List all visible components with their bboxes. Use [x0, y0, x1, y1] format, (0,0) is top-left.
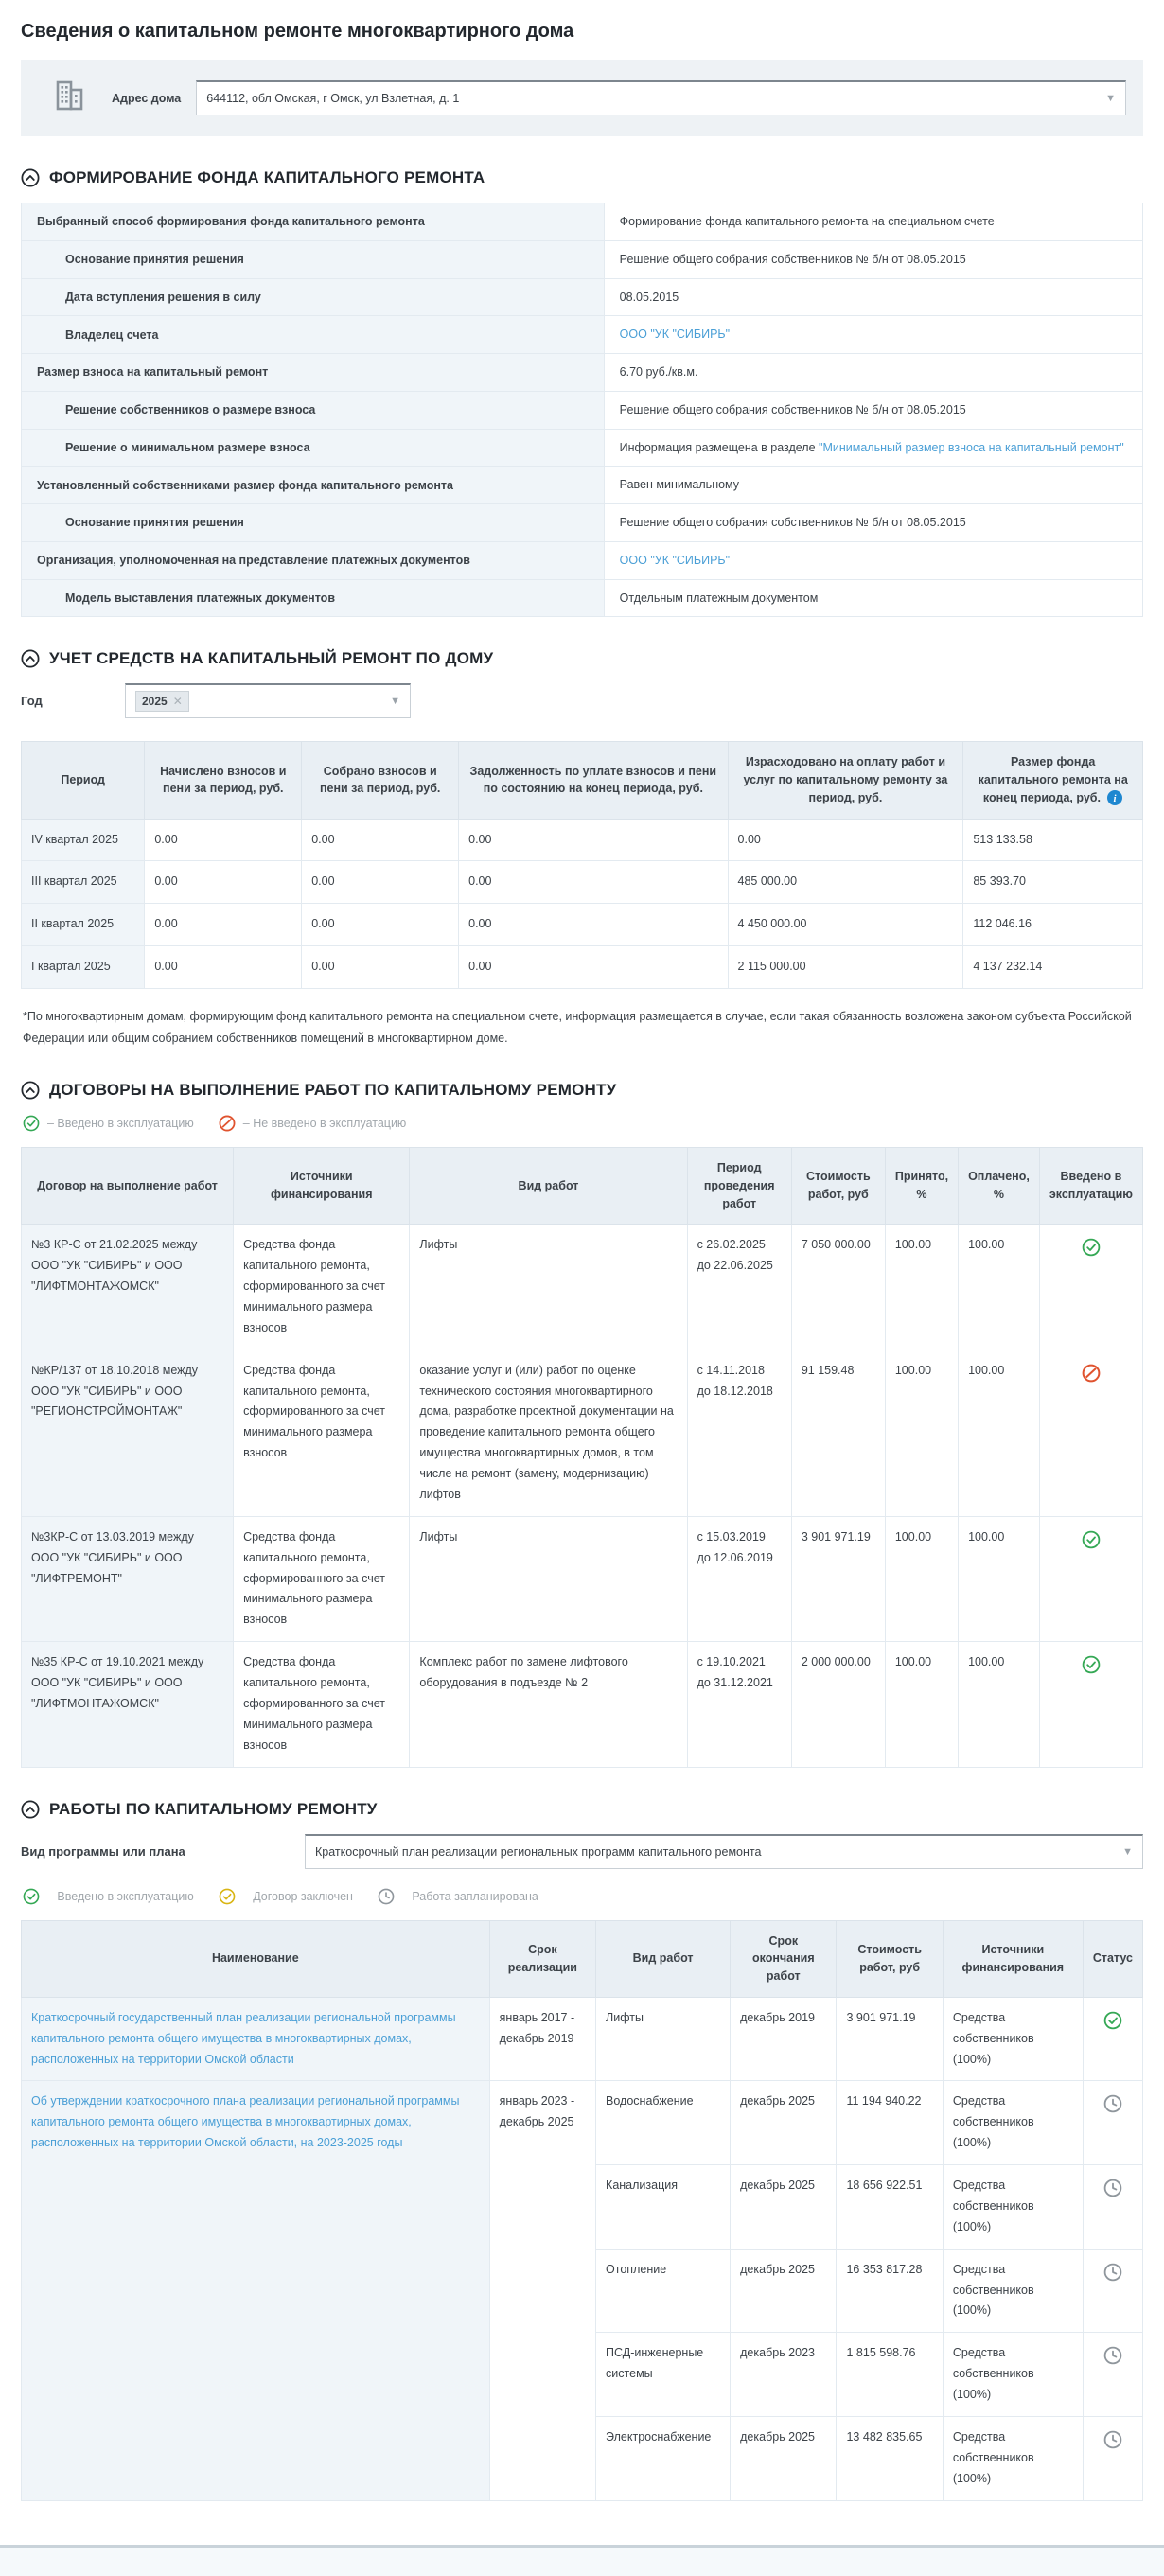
planned-icon [1103, 2094, 1122, 2113]
plan-link[interactable]: Краткосрочный государственный план реализации региональной программы капитального ремонта общего имущества в многоквартирных домах, расположенных на территории Омской области [31, 2010, 456, 2066]
table-row: I квартал 2025 0.00 0.00 0.00 2 115 000.00 4 137 232.14 [22, 946, 1143, 989]
contracts-legend [23, 1115, 1143, 1132]
table-header-row [22, 742, 1143, 819]
row-value: Информация размещена в разделе [619, 440, 816, 454]
table-row: Электроснабжение декабрь 2025 13 482 835.65 Средства собственников (100%) [22, 2416, 1143, 2500]
table-row: Отопление декабрь 2025 16 353 817.28 Средства собственников (100%) [22, 2249, 1143, 2333]
table-row [22, 580, 1142, 617]
col-fund-size: Размер фонда капитального ремонта на конец периода, руб. i [963, 742, 1143, 819]
table-row: Канализация декабрь 2025 18 656 922.51 Средства собственников (100%) [22, 2165, 1143, 2250]
section-fund-accounting [21, 649, 1143, 1049]
section-fund-formation [21, 168, 1143, 617]
address-label: Адрес дома [112, 91, 182, 105]
chevron-down-icon: ▼ [390, 696, 400, 708]
col-collected: Собрано взносов и пени за период, руб. [302, 742, 459, 819]
works-legend [23, 1888, 1143, 1905]
fund-formation-table [21, 203, 1143, 617]
info-icon[interactable] [1107, 790, 1122, 805]
planned-icon [1103, 2346, 1122, 2365]
table-row [22, 316, 1142, 354]
planned-icon [378, 1888, 395, 1905]
legend-label: – Введено в эксплуатацию [47, 1117, 194, 1130]
contracted-icon [219, 1888, 236, 1905]
collapse-icon[interactable] [21, 1081, 40, 1100]
collapse-icon[interactable] [21, 1800, 40, 1819]
planned-icon [1103, 2263, 1122, 2282]
row-label: Модель выставления платежных документов [22, 580, 605, 617]
row-label: Дата вступления решения в силу [22, 279, 605, 316]
min-contribution-link[interactable]: "Минимальный размер взноса на капитальный ремонт" [819, 440, 1124, 454]
account-owner-link[interactable]: ООО "УК "СИБИРЬ" [619, 327, 731, 342]
table-row [22, 430, 1142, 468]
table-row: №35 КР-С от 19.10.2021 между ООО "УК "СИБИРЬ" и ООО "ЛИФТМОНТАЖОМСК" Средства фонда капитального ремонта, сформированного за счет минимального размера взносов Комплекс работ по замене лифтового оборудования в подъезде № 2 с 19.10.2021 до 31.12.2021 2 000 000.00 100.00 100.00 [22, 1642, 1143, 1767]
table-row [22, 241, 1142, 279]
not-commissioned-icon [1082, 1364, 1101, 1383]
fund-accounting-table [21, 741, 1143, 989]
table-header-row: Наименование Срок реализации Вид работ Срок окончания работ Стоимость работ, руб Источники финансирования Статус [22, 1920, 1143, 1997]
row-value: Решение общего собрания собственников № б/н от 08.05.2015 [619, 402, 966, 416]
table-row [22, 542, 1142, 580]
row-value: Отдельным платежным документом [619, 591, 819, 605]
row-label: Выбранный способ формирования фонда капитального ремонта [22, 203, 605, 240]
section-title: УЧЕТ СРЕДСТВ НА КАПИТАЛЬНЫЙ РЕМОНТ ПО ДОМУ [49, 649, 494, 668]
remove-year-icon[interactable]: ✕ [172, 695, 183, 709]
row-label: Владелец счета [22, 316, 605, 353]
payment-org-link[interactable]: ООО "УК "СИБИРЬ" [619, 553, 731, 567]
col-period: Период [22, 742, 145, 819]
collapse-icon[interactable] [21, 649, 40, 668]
chevron-down-icon: ▼ [1122, 1845, 1133, 1858]
row-value: Решение общего собрания собственников № б/н от 08.05.2015 [619, 516, 966, 529]
program-type-select[interactable] [305, 1834, 1143, 1869]
table-row [22, 504, 1142, 542]
table-row: II квартал 2025 0.00 0.00 0.00 4 450 000.00 112 046.16 [22, 904, 1143, 946]
table-row [22, 467, 1142, 504]
row-label: Решение собственников о размере взноса [22, 392, 605, 429]
table-row: Об утверждении краткосрочного плана реализации региональной программы капитального ремонта общего имущества в многоквартирных домах, расположенных на территории Омской области, на 2023-2025 годы январь 2023 - декабрь 2025 Водоснабжение декабрь 2025 11 194 940.22 Средства собственников (100%) [22, 2081, 1143, 2165]
col-accrued: Начислено взносов и пени за период, руб. [145, 742, 302, 819]
table-row: №КР/137 от 18.10.2018 между ООО "УК "СИБИРЬ" и ООО "РЕГИОНСТРОЙМОНТАЖ" Средства фонда капитального ремонта, сформированного за счет минимального размера взносов оказание услуг и (или) работ по оценке технического состояния многоквартирного дома, разработке проектной документации на проведение капитального ремонта общего имущества многоквартирных домов, в том числе на ремонт (замену, модернизацию) лифтов с 14.11.2018 до 18.12.2018 91 159.48 100.00 100.00 [22, 1350, 1143, 1516]
row-label: Решение о минимальном размере взноса [22, 430, 605, 467]
program-type-value: Краткосрочный план реализации региональных программ капитального ремонта [315, 1844, 762, 1859]
building-icon [51, 79, 87, 117]
table-row: №3 КР-С от 21.02.2025 между ООО "УК "СИБИРЬ" и ООО "ЛИФТМОНТАЖОМСК" Средства фонда капитального ремонта, сформированного за счет минимального размера взносов Лифты с 26.02.2025 до 22.06.2025 7 050 000.00 100.00 100.00 [22, 1225, 1143, 1350]
contracts-table [21, 1147, 1143, 1768]
legend-label: – Работа запланирована [401, 1889, 538, 1903]
plan-link[interactable]: Об утверждении краткосрочного плана реализации региональной программы капитального ремонта общего имущества в многоквартирных домах, расположенных на территории Омской области, на 2023-2025 годы [31, 2094, 460, 2150]
planned-icon [1103, 2179, 1122, 2197]
table-row: III квартал 2025 0.00 0.00 0.00 485 000.00 85 393.70 [22, 861, 1143, 904]
table-row [22, 392, 1142, 430]
row-label: Основание принятия решения [22, 504, 605, 541]
svg-text:i: i [1113, 792, 1118, 804]
table-row: №3КР-С от 13.03.2019 между ООО "УК "СИБИРЬ" и ООО "ЛИФТРЕМОНТ" Средства фонда капитального ремонта, сформированного за счет минимального размера взносов Лифты с 15.03.2019 до 12.06.2019 3 901 971.19 100.00 100.00 [22, 1516, 1143, 1641]
commissioned-icon [23, 1115, 40, 1132]
table-row [22, 279, 1142, 317]
table-row: Краткосрочный государственный план реализации региональной программы капитального ремонта общего имущества в многоквартирных домах, расположенных на территории Омской области январь 2017 - декабрь 2019 Лифты декабрь 2019 3 901 971.19 Средства собственников (100%) [22, 1997, 1143, 2081]
address-select[interactable] [196, 80, 1126, 115]
section-title: ДОГОВОРЫ НА ВЫПОЛНЕНИЕ РАБОТ ПО КАПИТАЛЬНОМУ РЕМОНТУ [49, 1081, 617, 1099]
works-table [21, 1920, 1143, 2501]
row-value: 08.05.2015 [619, 290, 679, 304]
legend-label: – Договор заключен [242, 1889, 353, 1903]
table-row [22, 354, 1142, 392]
section-title: ФОРМИРОВАНИЕ ФОНДА КАПИТАЛЬНОГО РЕМОНТА [49, 168, 485, 186]
row-label: Основание принятия решения [22, 241, 605, 278]
table-header-row: Договор на выполнение работ Источники финансирования Вид работ Период проведения работ Стоимость работ, руб Принято, % Оплачено, % Введено в эксплуатацию [22, 1148, 1143, 1225]
planned-icon [1103, 2430, 1122, 2449]
row-label: Организация, уполномоченная на представление платежных документов [22, 542, 605, 579]
commissioned-icon [1082, 1655, 1101, 1674]
row-value: Равен минимальному [619, 478, 740, 492]
section-contracts [21, 1081, 1143, 1768]
not-commissioned-icon [219, 1115, 236, 1132]
section-title: РАБОТЫ ПО КАПИТАЛЬНОМУ РЕМОНТУ [49, 1799, 378, 1818]
year-chip-value: 2025 [142, 695, 168, 709]
page-title: Сведения о капитальном ремонте многоквартирного дома [21, 21, 574, 42]
table-row [22, 203, 1142, 241]
footnote: *По многоквартирным домам, формирующим фонд капитального ремонта на специальном счете, информация размещается в случае, если такая обязанность возложена законом субъекта Российской Федерации или общим собранием собственников помещений в многоквартирном доме. [23, 1010, 1132, 1045]
row-label: Установленный собственниками размер фонда капитального ремонта [22, 467, 605, 503]
address-select-value: 644112, обл Омская, г Омск, ул Взлетная, д. 1 [206, 92, 460, 105]
row-value: Формирование фонда капитального ремонта на специальном счете [619, 215, 995, 228]
commissioned-icon [23, 1888, 40, 1905]
commissioned-icon [1082, 1530, 1101, 1549]
legend-label: – Не введено в эксплуатацию [242, 1117, 407, 1130]
row-label: Размер взноса на капитальный ремонт [22, 354, 605, 391]
year-select[interactable] [125, 683, 411, 718]
row-value: Решение общего собрания собственников № б/н от 08.05.2015 [619, 252, 966, 266]
col-spent: Израсходовано на оплату работ и услуг по капитальному ремонту за период, руб. [728, 742, 963, 819]
col-debt: Задолженность по уплате взносов и пени по состоянию на конец периода, руб. [459, 742, 728, 819]
commissioned-icon [1103, 2011, 1122, 2030]
section-works [21, 1800, 1143, 2501]
program-type-label: Вид программы или плана [21, 1844, 185, 1859]
year-label: Год [21, 694, 43, 709]
legend-label: – Введено в эксплуатацию [47, 1889, 194, 1903]
table-row: IV квартал 2025 0.00 0.00 0.00 0.00 513 133.58 [22, 819, 1143, 861]
row-value: 6.70 руб./кв.м. [619, 365, 698, 379]
footer-area [0, 2548, 1164, 2576]
collapse-icon[interactable] [21, 168, 40, 187]
chevron-down-icon: ▼ [1105, 93, 1116, 104]
address-panel [21, 60, 1143, 136]
year-chip [135, 691, 189, 712]
commissioned-icon [1082, 1238, 1101, 1257]
table-row: ПСД-инженерные системы декабрь 2023 1 815 598.76 Средства собственников (100%) [22, 2333, 1143, 2417]
